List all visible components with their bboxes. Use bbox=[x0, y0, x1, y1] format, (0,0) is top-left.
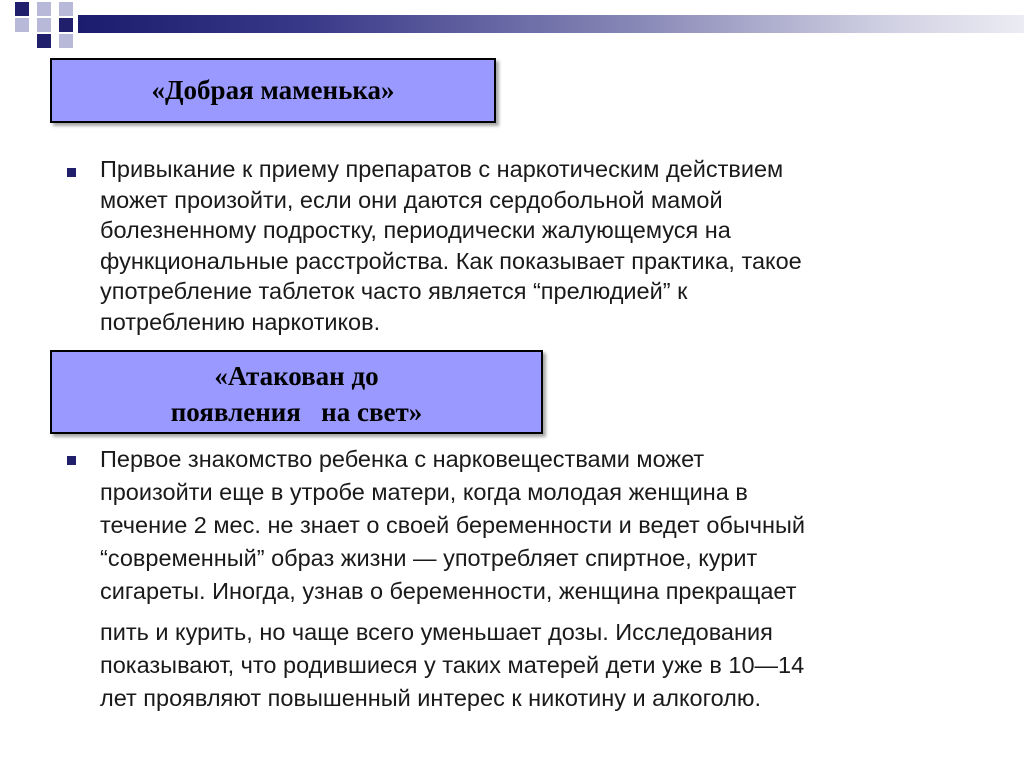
paragraph-1-line: болезненному подростку, периодически жалующемуся на bbox=[100, 217, 731, 243]
section-title-box-1 bbox=[50, 58, 496, 123]
paragraph-1 bbox=[100, 154, 802, 337]
header-square-1 bbox=[15, 2, 29, 16]
bullet-marker-2 bbox=[67, 456, 76, 465]
paragraph-1-line: употребление таблеток часто является “прелюдией” к bbox=[100, 278, 688, 304]
paragraph-2-line: сигареты. Иногда, узнав о беременности, женщина прекращает bbox=[100, 578, 797, 604]
paragraph-1-line: потреблению наркотиков. bbox=[100, 308, 381, 335]
paragraph-2-line: лет проявляют повышенный интерес к никотину и алкоголю. bbox=[100, 685, 762, 711]
header-square-2 bbox=[37, 2, 51, 16]
header-square-8 bbox=[59, 34, 73, 48]
paragraph-1-line: функциональные расстройства. Как показывает практика, такое bbox=[100, 247, 802, 274]
paragraph-2-line: пить и курить, но чаще всего уменьшает дозы. Исследования bbox=[100, 619, 773, 645]
section-title-2-line: появления на свет» bbox=[170, 397, 423, 427]
header-square-5 bbox=[37, 18, 51, 32]
section-title-2-line: «Атакован до bbox=[214, 361, 379, 391]
paragraph-2-line: показывают, что родившиеся у таких матерей дети уже в 10—14 bbox=[100, 652, 805, 678]
header-square-3 bbox=[59, 2, 73, 16]
bullet-marker-1 bbox=[67, 168, 76, 177]
section-title-1: «Добрая маменька» bbox=[151, 75, 395, 105]
paragraph-2-line: “современный” образ жизни — употребляет спиртное, курит bbox=[100, 545, 758, 571]
paragraph-2 bbox=[100, 443, 805, 715]
paragraph-2-line: произойти еще в утробе матери, когда молодая женщина в bbox=[100, 479, 748, 505]
paragraph-1-line: может произойти, если они даются сердобольной мамой bbox=[100, 186, 723, 213]
paragraph-1-line: Привыкание к приему препаратов с наркотическим действием bbox=[100, 156, 784, 182]
paragraph-2-line: Первое знакомство ребенка с нарковеществами может bbox=[100, 446, 705, 472]
header-square-6 bbox=[59, 18, 73, 32]
header-gradient-bar bbox=[78, 15, 1024, 33]
section-title-box-2 bbox=[50, 350, 543, 434]
header-square-7 bbox=[37, 34, 51, 48]
paragraph-2-line: течение 2 мес. не знает о своей беременности и ведет обычный bbox=[100, 512, 805, 538]
header-square-4 bbox=[15, 18, 29, 32]
